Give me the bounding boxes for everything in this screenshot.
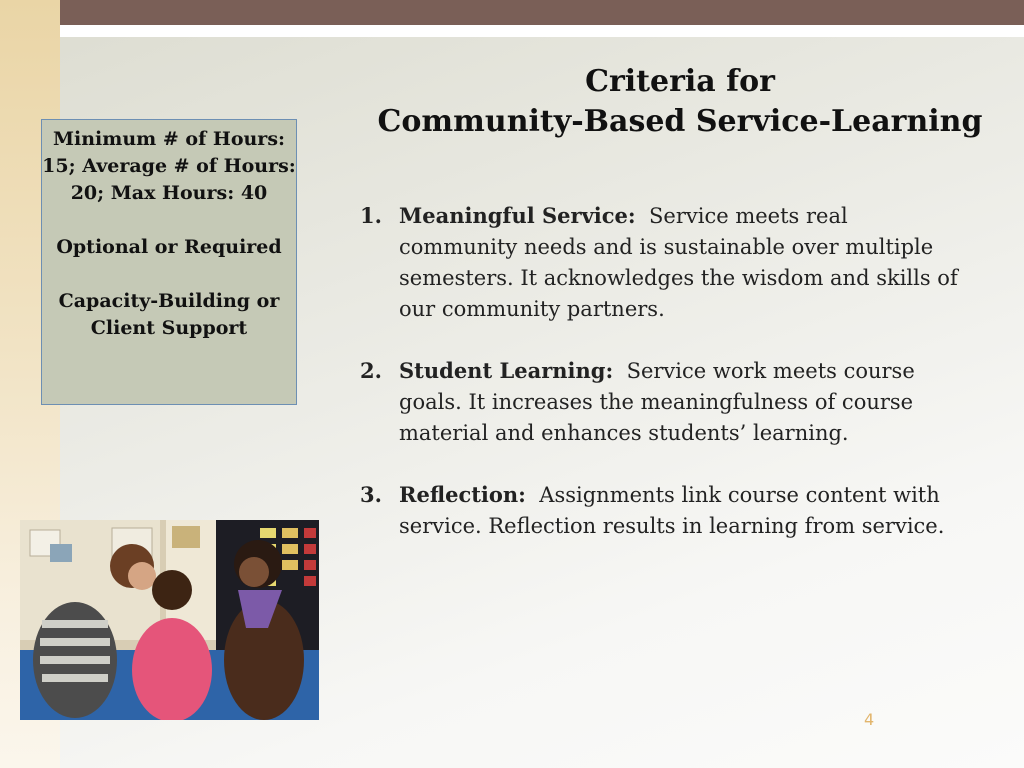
header-divider	[60, 25, 1024, 37]
criteria-number: 2.	[360, 358, 382, 383]
criteria-number: 3.	[360, 482, 382, 507]
hours-info: Minimum # of Hours: 15; Average # of Hours: 20; Max Hours: 40	[42, 128, 296, 204]
criteria-item	[358, 479, 968, 542]
criteria-number: 1.	[360, 203, 382, 228]
slide-title-line-1: Criteria for	[585, 64, 775, 99]
page-number: 4	[864, 710, 875, 729]
service-learning-photo	[20, 520, 319, 720]
focus-info: Capacity-Building or Client Support	[58, 290, 280, 339]
top-header-bar	[60, 0, 1024, 25]
criteria-list	[358, 200, 968, 572]
criteria-text: Service meets real community needs and is sustainable over multiple semesters. It acknowledges the wisdom and skills of our community partners.	[399, 204, 958, 321]
requirement-info: Optional or Required	[56, 236, 282, 258]
criteria-item	[358, 355, 968, 449]
criteria-text: Assignments link course content with service. Reflection results in learning from service.	[399, 483, 945, 538]
criteria-item	[358, 200, 968, 325]
slide-title	[350, 62, 1010, 142]
photo-illustration	[20, 520, 319, 720]
criteria-term: Meaningful Service:	[399, 203, 636, 228]
criteria-term: Reflection:	[399, 482, 526, 507]
criteria-text: Service work meets course goals. It increases the meaningfulness of course material and enhances students’ learning.	[399, 359, 915, 445]
criteria-term: Student Learning:	[399, 358, 614, 383]
slide-title-line-2: Community-Based Service-Learning	[377, 104, 983, 139]
hours-info-box	[41, 119, 297, 405]
